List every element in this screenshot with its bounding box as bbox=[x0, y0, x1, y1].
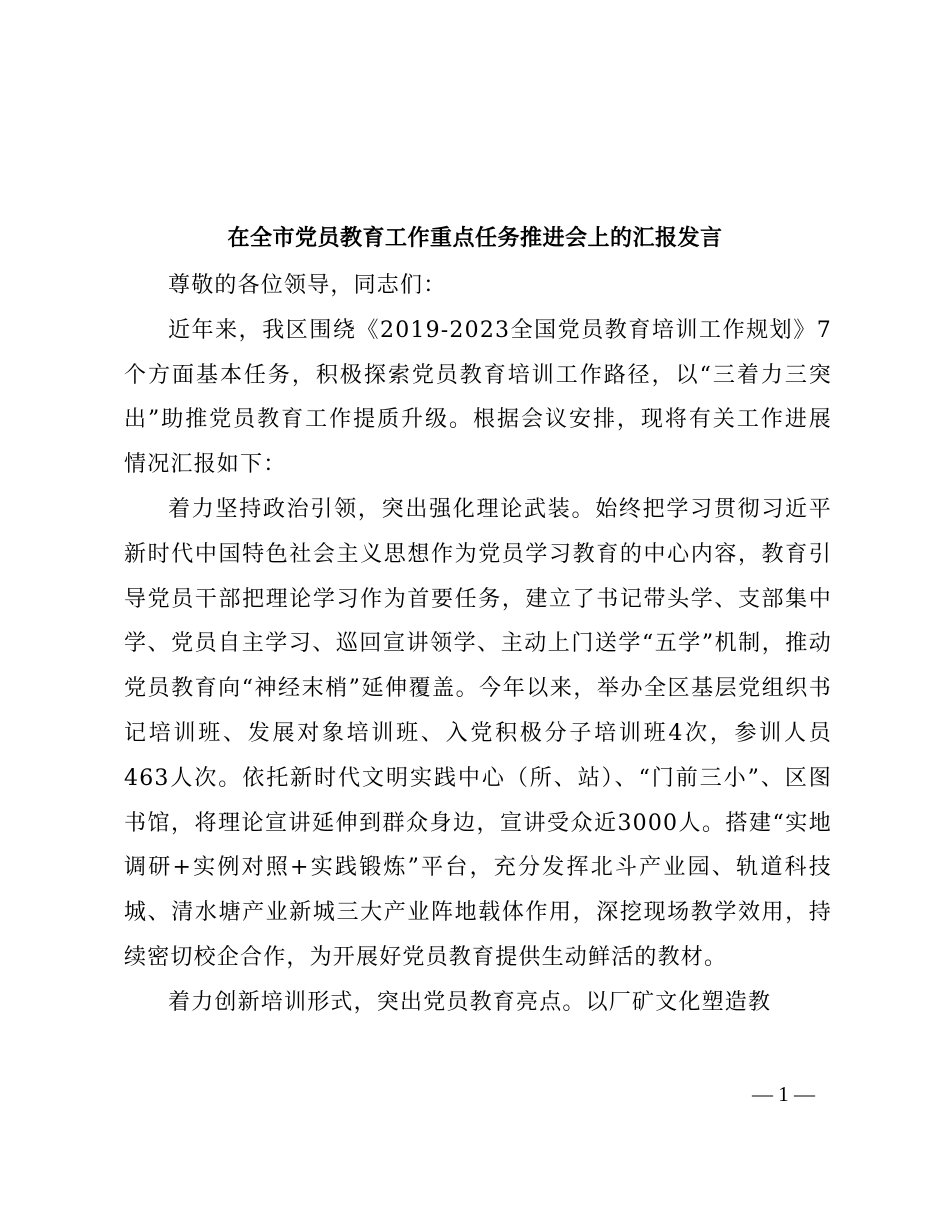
salutation: 尊敬的各位领导，同志们： bbox=[168, 273, 447, 298]
page-number: — 1 — bbox=[752, 1082, 815, 1106]
paragraph-political-guidance: 着力坚持政治引领，突出强化理论武装。始终把学习贯彻习近平新时代中国特色社会主义思想作为党员学习教育的中心内容，教育引导党员干部把理论学习作为首要任务，建立了书记带头学、支部集中学、党员自主学习、巡回宣讲领学、主动上门送学“五学”机制，推动党员教育向“神经末梢”延伸覆盖。今年以来，举办全区基层党组织书记培训班、发展对象培训班、入党积极分子培训班4次，参训人员463人次。依托新时代文明实践中心（所、站）、“门前三小”、区图书馆，将理论宣讲延伸到群众身边，宣讲受众近3000人。搭建“实地调研+实例对照+实践锻炼”平台，充分发挥北斗产业园、轨道科技城、清水塘产业新城三大产业阵地载体作用，深挖现场教学效用，持续密切校企合作，为开展好党员教育提供生动鲜活的教材。 bbox=[124, 496, 832, 970]
document-title: 在全市党员教育工作重点任务推进会上的汇报发言 bbox=[227, 225, 723, 251]
paragraph-training-innovation: 着力创新培训形式，突出党员教育亮点。以厂矿文化塑造教 bbox=[168, 989, 772, 1015]
document-body bbox=[124, 264, 832, 1026]
paragraph-intro: 近年来，我区围绕《2019-2023全国党员教育培训工作规划》7个方面基本任务，积极探索党员教育培训工作路径，以“三着力三突出”助推党员教育工作提质升级。根据会议安排，现将有关工作进展情况汇报如下： bbox=[124, 317, 832, 478]
